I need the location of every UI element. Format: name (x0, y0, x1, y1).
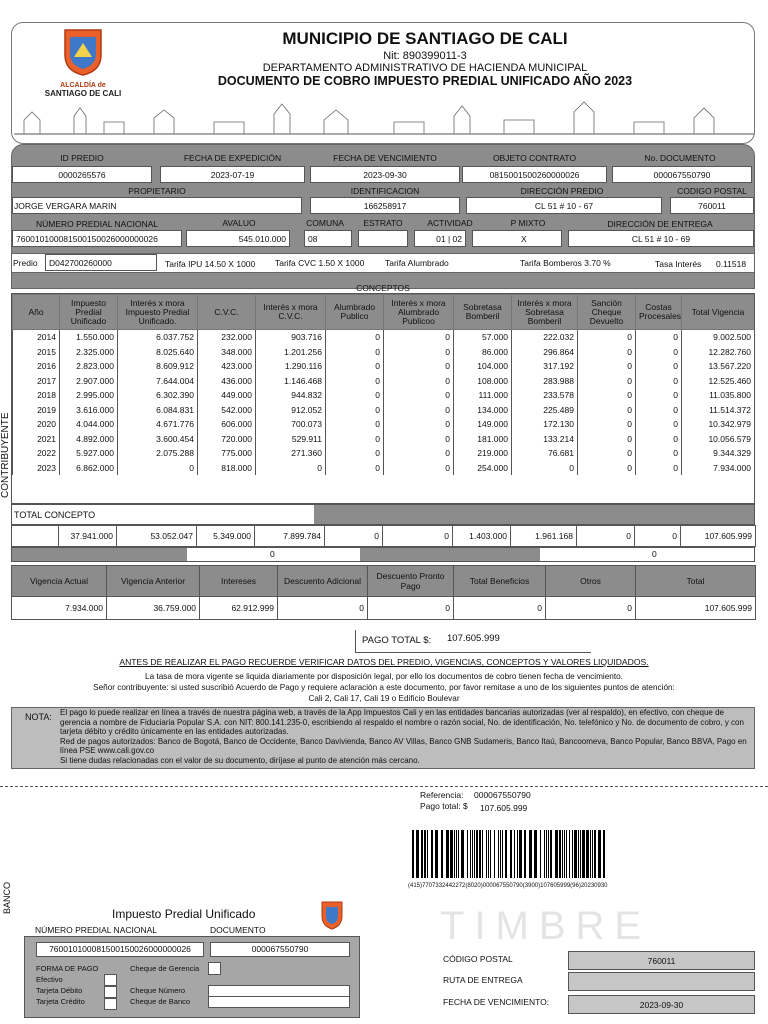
pmixto-label: P MIXTO (510, 218, 546, 228)
totals-row-wrap (11, 525, 755, 547)
table-cell: 317.192 (512, 359, 578, 374)
doc-stub-label: DOCUMENTO (210, 925, 266, 935)
table-cell: 222.032 (512, 330, 578, 345)
table-cell: 271.360 (256, 446, 326, 461)
direccion-field: CL 51 # 10 - 67 (466, 197, 662, 214)
identificacion-label: IDENTIFICACION (350, 186, 420, 196)
tarifa-alumbrado: Tarifa Alumbrado (385, 258, 449, 268)
table-cell: 219.000 (454, 446, 512, 461)
table-cell: 912.052 (256, 403, 326, 418)
estrato-label: ESTRATO (363, 218, 403, 228)
total-cell: 37.941.000 (59, 526, 117, 547)
contribuyente-side-label: CONTRIBUYENTE (0, 412, 11, 498)
table-cell: 133.214 (512, 432, 578, 447)
table-cell: 0 (578, 359, 636, 374)
summary-value-cell: 0 (368, 597, 454, 620)
conceptos-header-cell: Impuesto Predial Unificado (60, 295, 118, 330)
tasa-interes-value: 0.11518 (716, 259, 747, 269)
summary-table (11, 565, 756, 620)
table-cell: 6.302.390 (118, 388, 198, 403)
conceptos-header-cell: Costas Procesales (636, 295, 682, 330)
avaluo-field: 545.010.000 (186, 230, 290, 247)
summary-value-cell: 7.934.000 (12, 597, 107, 620)
table-cell: 0 (384, 432, 454, 447)
nota-p2: Red de pagos autorizados: Banco de Bogotá, Banco de Occidente, Banco Davivienda, Banco AV Villas, Banco GNB Sudameris, Banco Itaú, Bancoomeva, Banco Popular, Banco BBVA, Pago en línea PSE www.cali.gov.co (60, 736, 747, 756)
cheque-banco-label: Cheque de Banco (130, 997, 191, 1006)
table-cell: 8.025.640 (118, 345, 198, 360)
table-cell: 0 (578, 388, 636, 403)
barcode-text: (415)7707332442272(8020)000067550790(3900)107605999(96)20230930 (408, 883, 608, 889)
estrato-field (358, 230, 408, 247)
table-cell: 57.000 (454, 330, 512, 345)
dir-entrega-field: CL 51 # 10 - 69 (568, 230, 754, 247)
table-cell: 944.832 (256, 388, 326, 403)
page-title: MUNICIPIO DE SANTIAGO DE CALI (282, 29, 568, 48)
table-cell: 3.600.454 (118, 432, 198, 447)
table-cell: 0 (384, 374, 454, 389)
npn-field: 760010100081500150026000000026 (12, 230, 182, 247)
table-cell: 6.037.752 (118, 330, 198, 345)
no-doc-field: 000067550790 (612, 166, 752, 183)
table-cell: 2014 (13, 330, 60, 345)
identificacion-field: 166258917 (310, 197, 460, 214)
table-cell: 3.616.000 (60, 403, 118, 418)
table-row (13, 403, 755, 418)
city-logo (38, 27, 128, 98)
conceptos-header-cell: Sanción Cheque Devuelto (578, 295, 636, 330)
table-cell: 0 (384, 359, 454, 374)
total-cell: 107.605.999 (681, 526, 756, 547)
table-cell: 1.290.116 (256, 359, 326, 374)
total-cell: 1.961.168 (511, 526, 577, 547)
table-cell: 2.325.000 (60, 345, 118, 360)
table-cell: 0 (384, 345, 454, 360)
table-cell: 4.044.000 (60, 417, 118, 432)
table-cell: 9.002.500 (682, 330, 755, 345)
id-predio-field: 0000265576 (12, 166, 152, 183)
conceptos-header-cell: Interés x mora Sobretasa Bomberil (512, 295, 578, 330)
total-cell: 0 (577, 526, 635, 547)
total-cell: 0 (635, 526, 681, 547)
info-line-1: La tasa de mora vigente se liquida diariamente por disposición legal, por ello los documentos de cobro tienen fecha de vencimiento. (145, 672, 623, 681)
nota-text (60, 708, 750, 766)
cheque-banco-field[interactable] (208, 996, 350, 1008)
table-cell: 2021 (13, 432, 60, 447)
tdebito-label: Tarjeta Débito (36, 986, 83, 995)
banco-side-label: BANCO (2, 881, 12, 914)
conceptos-header-cell: Interés x mora Impuesto Predial Unificado. (118, 295, 198, 330)
table-cell: 2018 (13, 388, 60, 403)
cheque-gerencia-checkbox[interactable] (208, 962, 221, 975)
table-cell: 0 (636, 374, 682, 389)
table-cell: 0 (326, 359, 384, 374)
table-row (13, 446, 755, 461)
table-cell: 436.000 (198, 374, 256, 389)
pago-total-value: 107.605.999 (447, 633, 500, 644)
table-cell: 8.609.912 (118, 359, 198, 374)
table-cell: 700.073 (256, 417, 326, 432)
table-cell: 2.995.000 (60, 388, 118, 403)
nit: Nit: 890399011-3 (383, 50, 467, 62)
table-cell: 0 (636, 432, 682, 447)
tasa-interes-label: Tasa Interés (655, 259, 702, 269)
table-cell: 108.000 (454, 374, 512, 389)
timbre-watermark: TIMBRE (440, 904, 652, 948)
summary-header-cell: Vigencia Actual (12, 566, 107, 597)
avaluo-label: AVALUO (222, 218, 256, 228)
conceptos-title: CONCEPTOS (356, 283, 410, 293)
table-cell: 1.201.256 (256, 345, 326, 360)
table-row (13, 461, 755, 476)
table-cell: 0 (578, 461, 636, 476)
table-cell: 0 (384, 446, 454, 461)
conceptos-header-cell: Total Vigencia (682, 295, 755, 330)
fv-stub-field: 2023-09-30 (568, 995, 755, 1014)
table-cell: 0 (384, 417, 454, 432)
table-cell: 348.000 (198, 345, 256, 360)
table-cell: 0 (326, 432, 384, 447)
cp-stub-label: CÓDIGO POSTAL (443, 954, 513, 964)
cheque-numero-label: Cheque Número (130, 986, 186, 995)
total-cell: 5.349.000 (197, 526, 255, 547)
propietario-label: PROPIETARIO (128, 186, 186, 196)
table-cell: 0 (636, 461, 682, 476)
conceptos-table (12, 294, 755, 475)
table-cell: 542.000 (198, 403, 256, 418)
table-cell: 0 (578, 432, 636, 447)
summary-wrap (11, 565, 755, 620)
document-title: DOCUMENTO DE COBRO IMPUESTO PREDIAL UNIFICADO AÑO 2023 (217, 74, 633, 88)
tarifa-cvc: Tarifa CVC 1.50 X 1000 (275, 258, 365, 268)
table-cell: 283.988 (512, 374, 578, 389)
referencia-label: Referencia: (420, 790, 464, 800)
fecha-exp-field: 2023-07-19 (160, 166, 305, 183)
pago-stub-value: 107.605.999 (480, 803, 528, 813)
table-cell: 5.927.000 (60, 446, 118, 461)
extra-row (11, 547, 755, 562)
total-cell: 0 (325, 526, 383, 547)
total-concepto-label: TOTAL CONCEPTO (14, 510, 96, 520)
predio-label: Predio (13, 258, 38, 268)
cp-stub-field: 760011 (568, 951, 755, 970)
fecha-venc-label: FECHA DE VENCIMIENTO (333, 153, 437, 163)
propietario-field: JORGE VERGARA MARIN (12, 197, 302, 214)
conceptos-header-cell: Sobretasa Bomberil (454, 295, 512, 330)
table-cell: 134.000 (454, 403, 512, 418)
doc-stub-field: 000067550790 (210, 942, 350, 957)
table-cell: 0 (326, 388, 384, 403)
summary-value-cell: 36.759.000 (107, 597, 200, 620)
table-cell: 0 (256, 461, 326, 476)
table-cell: 0 (326, 461, 384, 476)
fecha-exp-label: FECHA DE EXPEDICIÓN (183, 153, 282, 163)
ruta-stub-field (568, 972, 755, 991)
table-cell: 86.000 (454, 345, 512, 360)
table-cell: 0 (512, 461, 578, 476)
table-cell: 11.035.800 (682, 388, 755, 403)
summary-value-cell: 107.605.999 (636, 597, 756, 620)
table-cell: 0 (636, 388, 682, 403)
summary-header-cell: Descuento Adicional (278, 566, 368, 597)
table-cell: 0 (636, 446, 682, 461)
summary-value-cell: 0 (454, 597, 546, 620)
table-cell: 2019 (13, 403, 60, 418)
objeto-label: OBJETO CONTRATO (492, 153, 577, 163)
direccion-label: DIRECCIÓN PREDIO (520, 186, 604, 196)
table-cell: 4.671.776 (118, 417, 198, 432)
ruta-stub-label: RUTA DE ENTREGA (443, 975, 523, 985)
table-cell: 0 (326, 374, 384, 389)
skyline-illustration (14, 100, 754, 142)
table-cell: 172.130 (512, 417, 578, 432)
table-cell: 232.000 (198, 330, 256, 345)
table-cell: 1.550.000 (60, 330, 118, 345)
small-logo (318, 900, 346, 932)
table-cell: 2017 (13, 374, 60, 389)
summary-header-cell: Total Beneficios (454, 566, 546, 597)
table-row (13, 417, 755, 432)
table-cell: 0 (384, 330, 454, 345)
table-cell: 13.567.220 (682, 359, 755, 374)
conceptos-header-cell: Interés x mora C.V.C. (256, 295, 326, 330)
conceptos-header-cell: Interés x mora Alumbrado Publicoo (384, 295, 454, 330)
table-cell: 0 (636, 345, 682, 360)
table-cell: 0 (578, 446, 636, 461)
cut-line (0, 786, 768, 787)
table-cell: 606.000 (198, 417, 256, 432)
barcode (412, 830, 608, 878)
forma-pago-label: FORMA DE PAGO (36, 964, 99, 973)
table-cell: 0 (578, 330, 636, 345)
npn-stub-label: NÚMERO PREDIAL NACIONAL (35, 925, 158, 935)
ipu-title: Impuesto Predial Unificado (112, 907, 256, 921)
table-cell: 2020 (13, 417, 60, 432)
summary-header-cell: Descuento Pronto Pago (368, 566, 454, 597)
cheque-gerencia-label: Cheque de Gerencia (130, 964, 200, 973)
dir-entrega-label: DIRECCIÓN DE ENTREGA (607, 219, 713, 229)
info-line-2: Señor contribuyente: si usted suscribió Acuerdo de Pago y requiere aclaración a este documento, por favor remitase a uno de los siguientes puntos de atención: (93, 683, 675, 692)
table-cell: 0 (326, 345, 384, 360)
table-cell: 11.514.372 (682, 403, 755, 418)
npn-label: NÚMERO PREDIAL NACIONAL (35, 219, 158, 229)
table-cell: 1.146.468 (256, 374, 326, 389)
table-cell: 2023 (13, 461, 60, 476)
objeto-field: 0815001500260000026 (462, 166, 607, 183)
conceptos-header-cell: Año (13, 295, 60, 330)
table-cell: 529.911 (256, 432, 326, 447)
tarifa-bomberos: Tarifa Bomberos 3.70 % (520, 258, 611, 268)
nota-p1: El pago lo puede realizar en línea a través de nuestra página web, a través de la App Impuestos Cali y en las entidades bancarias autorizadas (ver al respaldo), en efectivo, con cheque de gerencia a nombre de Fiduciaria Popular S.A. con NIT: 800.141.235-0, escribiendo al respaldo el nombre o razón social, No. de identificación, No. telefónico y No. de documento de cobro, y con tarjeta débito y crédito únicamente en las entidades autorizadas. (60, 708, 744, 737)
table-row (13, 374, 755, 389)
table-cell: 4.892.000 (60, 432, 118, 447)
table-cell: 104.000 (454, 359, 512, 374)
summary-header-cell: Intereses (200, 566, 278, 597)
table-cell: 2.907.000 (60, 374, 118, 389)
id-predio-label: ID PREDIO (60, 153, 104, 163)
summary-value-cell: 62.912.999 (200, 597, 278, 620)
info-line-3: Cali 2, Cali 17, Cali 19 o Edificio Boulevar (308, 694, 460, 703)
table-cell: 775.000 (198, 446, 256, 461)
table-cell: 9.344.329 (682, 446, 755, 461)
logo-line2: SANTIAGO DE CALI (44, 89, 122, 98)
total-cell: 1.403.000 (453, 526, 511, 547)
table-cell: 111.000 (454, 388, 512, 403)
table-cell: 0 (326, 417, 384, 432)
table-cell: 7.644.004 (118, 374, 198, 389)
codigo-postal-field: 760011 (670, 197, 754, 214)
pago-stub-label: Pago total: $ (420, 801, 468, 811)
table-cell: 6.084.831 (118, 403, 198, 418)
table-cell: 0 (326, 403, 384, 418)
shield-icon (38, 27, 128, 77)
table-cell: 0 (326, 330, 384, 345)
table-cell: 149.000 (454, 417, 512, 432)
table-cell: 0 (326, 446, 384, 461)
totals-row (11, 525, 756, 547)
table-cell: 449.000 (198, 388, 256, 403)
table-row (13, 359, 755, 374)
table-cell: 0 (578, 417, 636, 432)
total-cell: 53.052.047 (117, 526, 197, 547)
table-cell: 6.862.000 (60, 461, 118, 476)
extra-left-value: 0 (270, 549, 275, 559)
predio-field: D042700260000 (45, 254, 157, 271)
codigo-postal-label: CODIGO POSTAL (677, 186, 747, 196)
nota-label: NOTA: (25, 712, 52, 722)
fv-stub-label: FECHA DE VENCIMIENTO: (443, 997, 550, 1007)
table-cell: 0 (578, 374, 636, 389)
table-row (13, 432, 755, 447)
table-cell: 0 (578, 345, 636, 360)
total-concepto-bar (11, 504, 755, 525)
table-cell: 10.056.579 (682, 432, 755, 447)
table-cell: 181.000 (454, 432, 512, 447)
tarifa-ipu: Tarifa IPU 14.50 X 1000 (165, 259, 256, 269)
conceptos-table-wrap (11, 293, 755, 504)
table-cell: 0 (384, 461, 454, 476)
table-cell: 2.823.000 (60, 359, 118, 374)
actividad-field: 01 | 02 (414, 230, 466, 247)
table-cell: 0 (636, 359, 682, 374)
table-cell: 0 (384, 403, 454, 418)
table-cell: 12.525.460 (682, 374, 755, 389)
table-cell: 2.075.288 (118, 446, 198, 461)
tdebito-checkbox[interactable] (104, 986, 117, 998)
summary-value-cell: 0 (546, 597, 636, 620)
table-row (13, 345, 755, 360)
summary-header-cell: Vigencia Anterior (107, 566, 200, 597)
table-cell: 12.282.760 (682, 345, 755, 360)
tcredito-label: Tarjeta Crédito (36, 997, 85, 1006)
table-cell: 2016 (13, 359, 60, 374)
pago-total-label: PAGO TOTAL $: (362, 635, 432, 646)
table-cell: 225.489 (512, 403, 578, 418)
table-cell: 10.342.979 (682, 417, 755, 432)
shield-icon (318, 900, 346, 932)
table-cell: 0 (636, 330, 682, 345)
table-cell: 2022 (13, 446, 60, 461)
table-cell: 818.000 (198, 461, 256, 476)
tcredito-checkbox[interactable] (104, 998, 117, 1010)
table-cell: 0 (384, 388, 454, 403)
table-cell: 296.864 (512, 345, 578, 360)
extra-right-value: 0 (652, 549, 657, 559)
table-cell: 0 (636, 403, 682, 418)
summary-header-cell: Total (636, 566, 756, 597)
comuna-label: COMUNA (306, 218, 344, 228)
referencia-value: 000067550790 (474, 790, 531, 800)
table-cell: 0 (636, 417, 682, 432)
total-cell: 0 (383, 526, 453, 547)
actividad-label: ACTIVIDAD (427, 218, 473, 228)
warning-text: ANTES DE REALIZAR EL PAGO RECUERDE VERIFICAR DATOS DEL PREDIO, VIGENCIAS, CONCEPTOS Y VALORES LIQUIDADOS. (119, 657, 649, 667)
summary-header-cell: Otros (546, 566, 636, 597)
table-cell: 254.000 (454, 461, 512, 476)
nota-p3: Si tiene dudas relacionadas con el valor de su documento, diríjase al punto de atención más cercano. (60, 755, 420, 765)
table-cell: 233.578 (512, 388, 578, 403)
efectivo-label: Efectivo (36, 975, 63, 984)
efectivo-checkbox[interactable] (104, 974, 117, 986)
department: DEPARTAMENTO ADMINISTRATIVO DE HACIENDA MUNICIPAL (262, 62, 588, 74)
comuna-field: 08 (304, 230, 352, 247)
table-cell: 76.681 (512, 446, 578, 461)
table-row (13, 330, 755, 345)
table-cell: 0 (118, 461, 198, 476)
npn-stub-field: 760010100081500150026000000026 (36, 942, 204, 957)
table-cell: 720.000 (198, 432, 256, 447)
table-row (13, 388, 755, 403)
table-cell: 0 (578, 403, 636, 418)
no-doc-label: No. DOCUMENTO (644, 153, 716, 163)
conceptos-header-cell: C.V.C. (198, 295, 256, 330)
conceptos-header-cell: Alumbrado Publico (326, 295, 384, 330)
total-cell: 7.899.784 (255, 526, 325, 547)
table-cell: 7.934.000 (682, 461, 755, 476)
table-cell: 2015 (13, 345, 60, 360)
table-cell: 903.716 (256, 330, 326, 345)
table-cell: 423.000 (198, 359, 256, 374)
summary-value-cell: 0 (278, 597, 368, 620)
fecha-venc-field: 2023-09-30 (310, 166, 460, 183)
logo-line1: ALCALDÍA de (60, 82, 106, 89)
pmixto-field: X (472, 230, 562, 247)
